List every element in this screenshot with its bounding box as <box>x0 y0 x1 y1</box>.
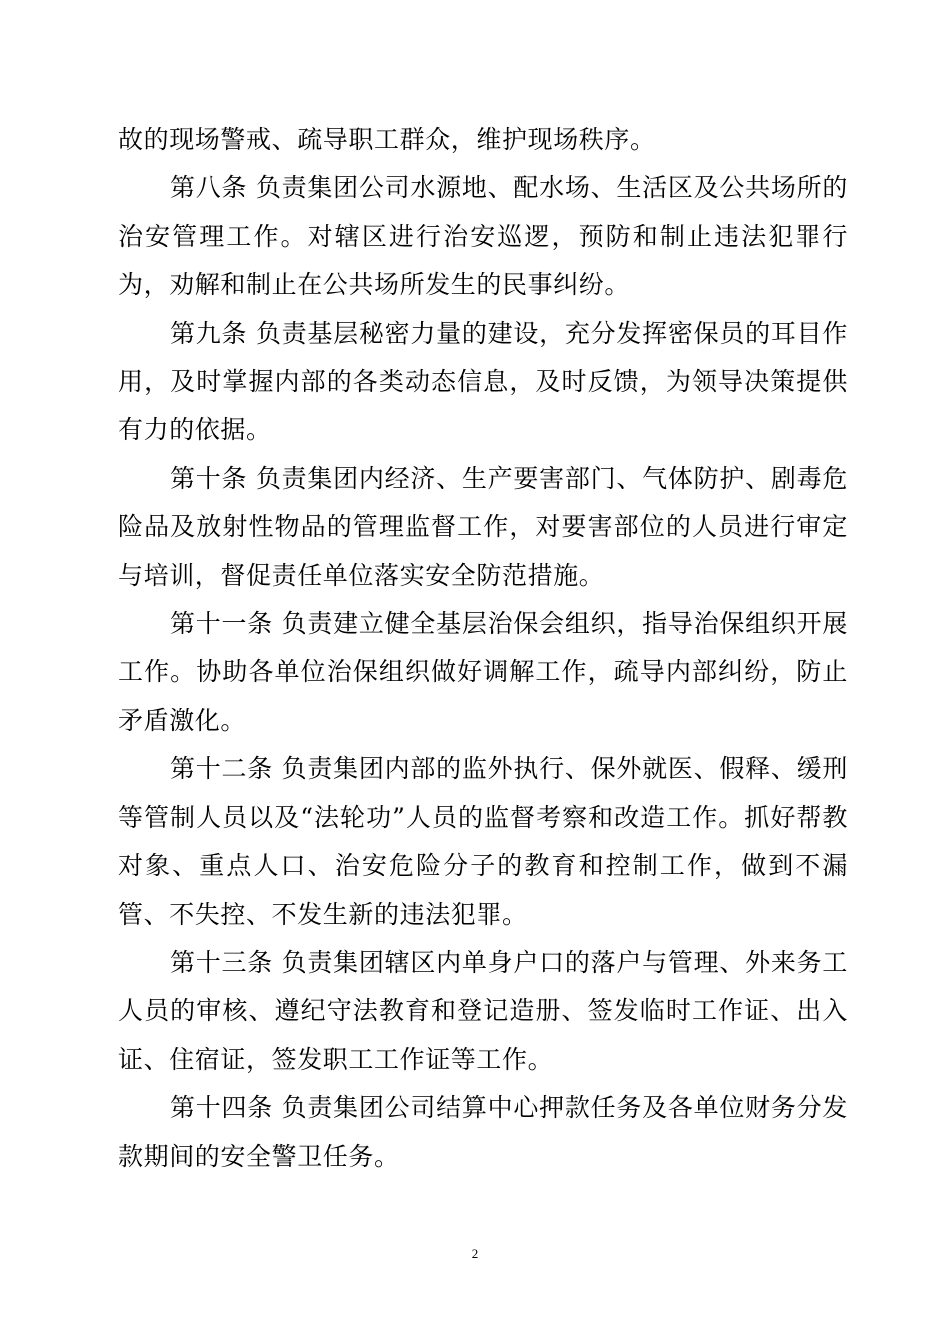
paragraph-article-8: 第八条 负责集团公司水源地、配水场、生活区及公共场所的治安管理工作。对辖区进行治安巡逻，预防和制止违法犯罪行为，劝解和制止在公共场所发生的民事纠纷。 <box>118 173 848 300</box>
paragraph-article-13: 第十三条 负责集团辖区内单身户口的落户与管理、外来务工人员的审核、遵纪守法教育和登记造册、签发临时工作证、出入证、住宿证，签发职工工作证等工作。 <box>118 947 848 1074</box>
page-number: 2 <box>471 1246 479 1261</box>
paragraph-continuation: 故的现场警戒、疏导职工群众，维护现场秩序。 <box>118 125 656 154</box>
paragraph-article-12: 第十二条 负责集团内部的监外执行、保外就医、假释、缓刑等管制人员以及“法轮功”人员的监督考察和改造工作。抓好帮教对象、重点人口、治安危险分子的教育和控制工作，做到不漏管、不失控、不发生新的违法犯罪。 <box>118 754 848 929</box>
paragraph-article-11: 第十一条 负责建立健全基层治保会组织，指导治保组织开展工作。协助各单位治保组织做好调解工作，疏导内部纠纷，防止矛盾激化。 <box>118 609 848 735</box>
paragraph-article-10: 第十条 负责集团内经济、生产要害部门、气体防护、剧毒危险品及放射性物品的管理监督工作，对要害部位的人员进行审定与培训，督促责任单位落实安全防范措施。 <box>118 463 848 590</box>
paragraph-article-9: 第九条 负责基层秘密力量的建设，充分发挥密保员的耳目作用，及时掌握内部的各类动态信息，及时反馈，为领导决策提供有力的依据。 <box>118 318 848 445</box>
body-text <box>118 116 848 1181</box>
paragraph-article-14: 第十四条 负责集团公司结算中心押款任务及各单位财务分发款期间的安全警卫任务。 <box>118 1093 848 1171</box>
